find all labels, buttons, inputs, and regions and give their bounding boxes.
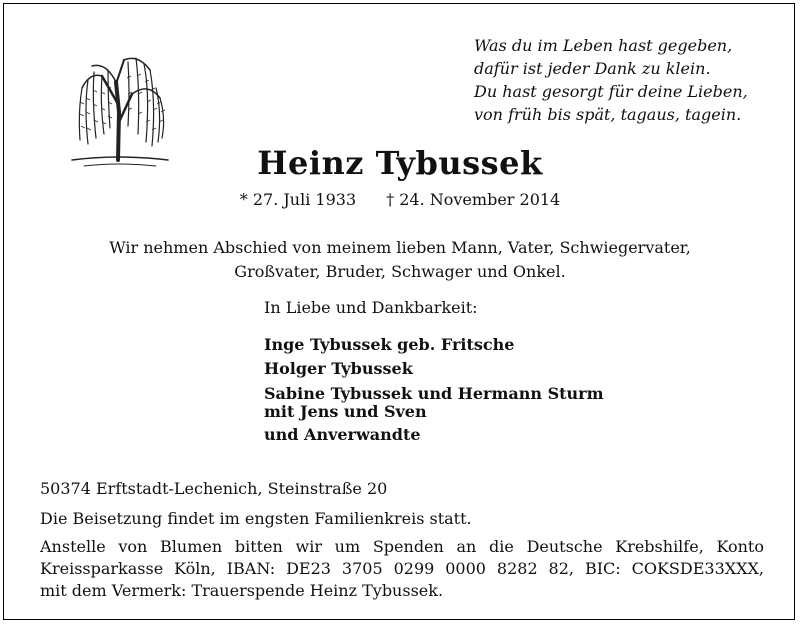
- mourner: und Anverwandte: [264, 425, 421, 444]
- donation-note: [40, 536, 764, 602]
- deceased-name: Heinz Tybussek: [257, 144, 543, 182]
- life-dates: [4, 190, 796, 210]
- poem-line: dafür ist jeder Dank zu klein.: [474, 59, 711, 78]
- farewell-line: Großvater, Bruder, Schwager und Onkel.: [234, 262, 566, 281]
- mourners-list: [264, 333, 604, 447]
- donation-line: Kreissparkasse Köln, IBAN: DE23 3705 0299 0000 8282 82, BIC: COKSDE33XXX,: [40, 559, 764, 578]
- mourner: Holger Tybussek: [264, 359, 413, 378]
- death-date: † 24. November 2014: [386, 190, 561, 209]
- mourner: mit Jens und Sven: [264, 402, 427, 421]
- poem-line: Du hast gesorgt für deine Lieben,: [474, 82, 748, 101]
- donation-line: Anstelle von Blumen bitten wir um Spenden an die Deutsche Krebshilfe, Konto: [40, 537, 764, 556]
- poem: [474, 34, 774, 126]
- mourner: Inge Tybussek geb. Fritsche: [264, 335, 515, 354]
- gratitude-heading: In Liebe und Dankbarkeit:: [264, 298, 478, 317]
- birth-date: * 27. Juli 1933: [239, 190, 357, 209]
- funeral-note: Die Beisetzung findet im engsten Familienkreis statt.: [40, 509, 472, 528]
- poem-line: Was du im Leben hast gegeben,: [474, 36, 733, 55]
- donation-line: mit dem Vermerk: Trauerspende Heinz Tybussek.: [40, 581, 444, 600]
- family-address: 50374 Erftstadt-Lechenich, Steinstraße 20: [40, 479, 388, 498]
- farewell-text: [4, 236, 796, 284]
- poem-line: von früh bis spät, tagaus, tagein.: [474, 105, 742, 124]
- mourner: Sabine Tybussek und Hermann Sturm: [264, 384, 604, 403]
- farewell-line: Wir nehmen Abschied von meinem lieben Mann, Vater, Schwiegervater,: [109, 238, 691, 257]
- obituary-notice: [3, 3, 795, 620]
